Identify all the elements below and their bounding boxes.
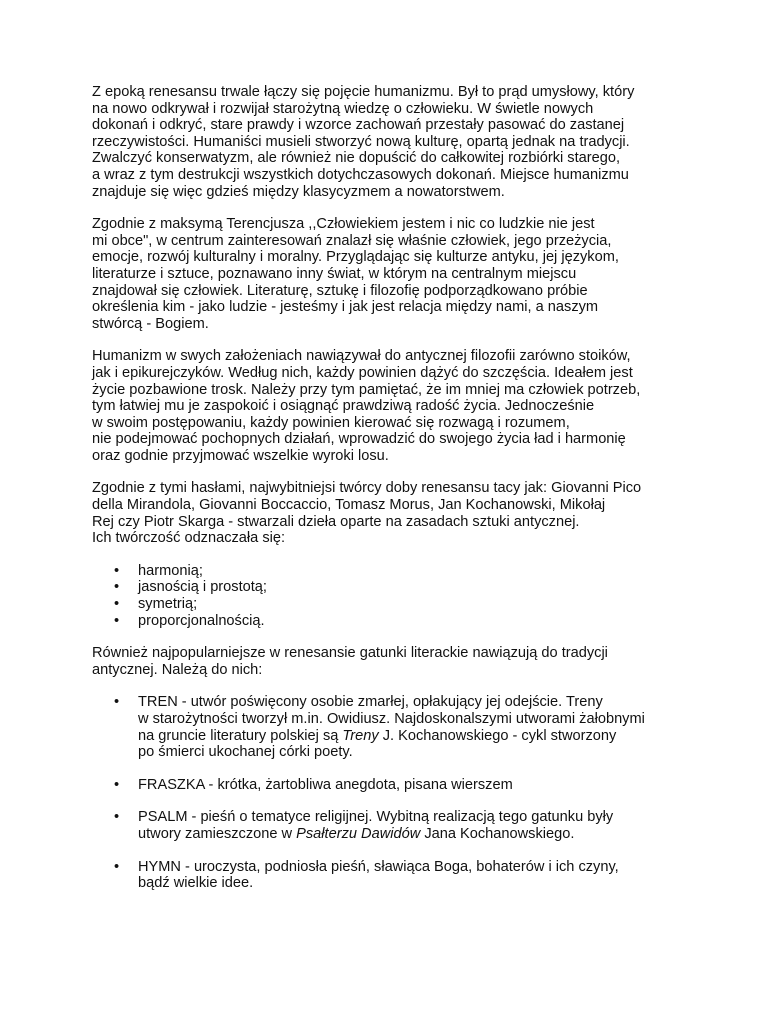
text-line: Humanizm w swych założeniach nawiązywał do antycznej filozofii zarówno stoików, <box>92 348 631 365</box>
text-line: Również najpopularniejsze w renesansie gatunki literackie nawiązują do tradycji <box>92 645 608 662</box>
text-line: antycznej. Należą do nich: <box>92 661 263 678</box>
list-item: • harmonią; <box>92 563 692 580</box>
book-title-psalterz: Psałterzu Dawidów <box>296 825 421 842</box>
list-item: • jasnością i prostotą; <box>92 579 692 596</box>
paragraph-ancient-philosophy <box>92 348 692 464</box>
list-item: • symetrią; <box>92 596 692 613</box>
text-line: Rej czy Piotr Skarga - stwarzali dzieła oparte na zasadach sztuki antycznej. <box>92 513 580 530</box>
text-line: Z epoką renesansu trwale łączy się pojęcie humanizmu. Był to prąd umysłowy, który <box>92 84 635 100</box>
document-page <box>92 84 692 908</box>
text-line <box>138 826 692 843</box>
text-line: Zwalczyć konserwatyzm, ale również nie dopuścić do całkowitej rozbiórki starego, <box>92 150 621 167</box>
text-line: znajdował się człowiek. Literaturę, sztukę i filozofię podporządkowano próbie <box>92 282 588 299</box>
genre-item-hymn <box>92 859 692 892</box>
text-line: życie pozbawione trosk. Należy przy tym pamiętać, że im mniej ma człowiek potrzeb, <box>92 381 641 398</box>
book-title-treny: Treny <box>342 727 379 744</box>
text-line: oraz godnie przyjmować wszelkie wyroki losu. <box>92 447 389 464</box>
text-segment: na gruncie literatury polskiej są <box>138 727 343 744</box>
text-line: • HYMN - uroczysta, podniosła pieśń, sławiąca Boga, bohaterów i ich czyny, <box>138 858 619 875</box>
paragraph-renaissance-artists <box>92 480 692 546</box>
text-line: dokonań i odkryć, stare prawdy i wzorce zachowań przestały pasować do zastanej <box>92 117 625 134</box>
genre-item-fraszka <box>92 777 692 794</box>
text-line: po śmierci ukochanej córki poety. <box>138 744 353 761</box>
text-line: bądź wielkie idee. <box>138 875 254 892</box>
paragraph-humanism-intro <box>92 84 692 200</box>
text-line: literaturze i sztuce, poznawano inny świat, w którym na centralnym miejscu <box>92 265 577 282</box>
features-list <box>92 563 692 629</box>
text-line: • FRASZKA - krótka, żartobliwa anegdota, pisana wierszem <box>138 776 513 793</box>
text-line: nie podejmować pochopnych działań, wprowadzić do swojego życia ład i harmonię <box>92 431 626 448</box>
text-line: jak i epikurejczyków. Według nich, każdy powinien dążyć do szczęścia. Ideałem jest <box>92 364 633 381</box>
text-line: na nowo odkrywał i rozwijał starożytną wiedzę o człowieku. W świetle nowych <box>92 100 594 117</box>
genre-item-psalm <box>92 809 692 842</box>
text-line: stwórcą - Bogiem. <box>92 315 209 332</box>
text-segment: utwory zamieszczone w <box>138 825 297 842</box>
text-line: znajduje się więc gdzieś między klasycyzmem a nowatorstwem. <box>92 183 505 200</box>
text-line: Zgodnie z tymi hasłami, najwybitniejsi twórcy doby renesansu tacy jak: Giovanni Pico <box>92 480 642 497</box>
list-item: • proporcjonalnością. <box>92 613 692 630</box>
text-line: mi obce", w centrum zainteresowań znalazł się właśnie człowiek, jego przeżycia, <box>92 232 612 249</box>
text-line: emocje, rozwój kulturalny i moralny. Przyglądając się kulturze antyku, jej językom, <box>92 249 619 266</box>
text-line: rzeczywistości. Humaniści musieli stworzyć nową kulturę, opartą jednak na tradycji. <box>92 133 630 150</box>
text-line: w swoim postępowaniu, każdy powinien kierować się rozwagą i rozumem, <box>92 414 570 431</box>
text-segment: Jana Kochanowskiego. <box>420 825 575 842</box>
text-line <box>138 728 692 745</box>
genres-list <box>92 694 692 891</box>
paragraph-terence-maxim <box>92 216 692 332</box>
text-segment: J. Kochanowskiego - cykl stworzony <box>378 727 617 744</box>
text-line: określenia kim - jako ludzie - jesteśmy i jak jest relacja między nami, a naszym <box>92 299 599 316</box>
text-line: • TREN - utwór poświęcony osobie zmarłej, opłakujący jej odejście. Treny <box>138 694 603 711</box>
text-line: tym łatwiej mu je zaspokoić i osiągnąć prawdziwą radość życia. Jednocześnie <box>92 398 595 415</box>
text-line: a wraz z tym destrukcji wszystkich dotychczasowych dokonań. Miejsce humanizmu <box>92 166 629 183</box>
text-line: w starożytności tworzył m.in. Owidiusz. Najdoskonalszymi utworami żałobnymi <box>138 711 645 727</box>
text-line: della Mirandola, Giovanni Boccaccio, Tomasz Morus, Jan Kochanowski, Mikołaj <box>92 497 606 514</box>
text-line: Zgodnie z maksymą Terencjusza ,,Człowiekiem jestem i nic co ludzkie nie jest <box>92 216 595 233</box>
genre-item-tren <box>92 694 692 760</box>
paragraph-genres-intro <box>92 645 692 678</box>
text-line: Ich twórczość odznaczała się: <box>92 530 286 547</box>
text-line: • PSALM - pieśń o tematyce religijnej. Wybitną realizacją tego gatunku były <box>138 809 614 826</box>
